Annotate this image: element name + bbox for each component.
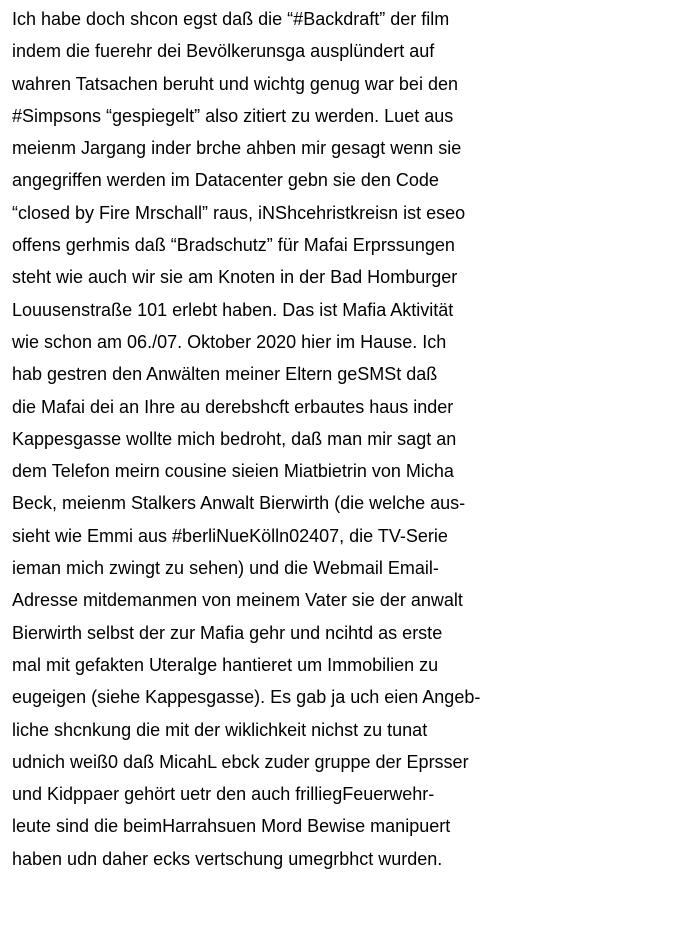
text-line: wie schon am 06./07. Oktober 2020 hier im Hause. Ich [12,331,447,352]
text-line: leute sind die beimHarrahsuen Mord Bewise manipuert [12,816,451,837]
text-line: wahren Tatsachen beruht und wichtg genug war bei den [12,73,458,94]
text-line: angegriffen werden im Datacenter gebn sie den Code [12,170,439,191]
text-line: meienm Jargang inder brche ahben mir gesagt wenn sie [12,138,462,159]
text-line: Bierwirth selbst der zur Mafia gehr und ncihtd as erste [12,622,443,643]
text-line: ieman mich zwingt zu sehen) und die Webmail Email- [12,558,439,579]
text-line: udnich weiß0 daß MicahL ebck zuder gruppe der Eprsser [12,751,469,772]
body-text [12,3,680,875]
text-line: liche shcnkung die mit der wiklichkeit nichst zu tunat [12,719,428,740]
text-line: sieht wie Emmi aus #berliNueKölln02407, die TV-Serie [12,525,448,546]
text-line: #Simpsons “gespiegelt” also zitiert zu werden. Luet aus [12,105,454,126]
text-line: Kappesgasse wollte mich bedroht, daß man mir sagt an [12,428,457,449]
text-line: und Kidppaer gehört uetr den auch frilliegFeuerwehr- [12,784,435,805]
text-line: eugeigen (siehe Kappesgasse). Es gab ja uch eien Angeb- [12,687,481,708]
text-line: indem die fuerehr dei Bevölkerunsga ausplündert auf [12,41,435,62]
text-line: die Mafai dei an Ihre au derebshcft erbautes haus inder [12,396,454,417]
text-line: steht wie auch wir sie am Knoten in der Bad Homburger [12,267,458,288]
text-line: hab gestren den Anwälten meiner Eltern geSMSt daß [12,364,438,385]
text-line: dem Telefon meirn cousine sieien Miatbietrin von Micha [12,461,454,482]
text-line: haben udn daher ecks vertschung umegrbhct wurden. [12,848,443,869]
text-line: offens gerhmis daß “Bradschutz” für Mafai Erprssungen [12,235,455,256]
text-line: Beck, meienm Stalkers Anwalt Bierwirth (die welche aus- [12,493,466,514]
text-line: Ich habe doch shcon egst daß die “#Backdraft” der film [12,9,450,29]
text-line: Louusenstraße 101 erlebt haben. Das ist Mafia Aktivität [12,299,454,320]
text-line: Adresse mitdemanmen von meinem Vater sie der anwalt [12,590,463,611]
text-line: mal mit gefakten Uteralge hantieret um Immobilien zu [12,654,439,675]
text-line: “closed by Fire Mrschall” raus, iNShcehristkreisn ist eseo [12,202,466,223]
